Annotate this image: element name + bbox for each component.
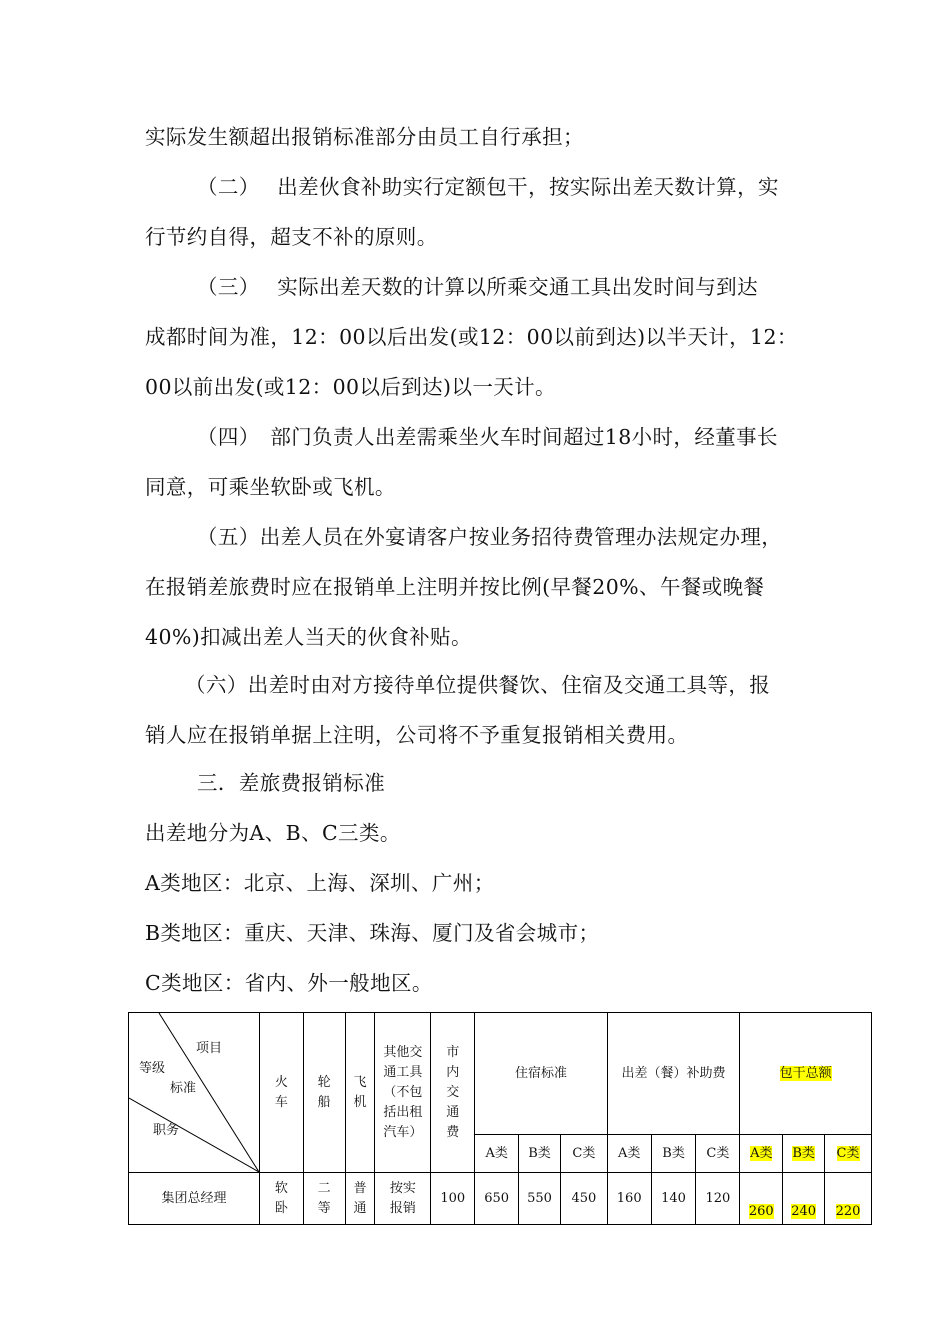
meal-c-header: C类 <box>696 1135 740 1173</box>
other-transport-header: 其他交通工具（不包括出租汽车） <box>375 1013 431 1173</box>
text-line: 40%)扣减出差人当天的伙食补贴。 <box>145 625 472 649</box>
meal-a-header: A类 <box>607 1135 651 1173</box>
ship-cell: 二等 <box>303 1173 345 1225</box>
diagonal-header-cell <box>129 1013 260 1173</box>
table-row <box>129 1173 872 1225</box>
text-line: （五）出差人员在外宴请客户按业务招待费管理办法规定办理， <box>197 525 783 549</box>
text-line: 销人应在报销单据上注明，公司将不予重复报销相关费用。 <box>145 723 689 747</box>
lodging-c-header: C类 <box>560 1135 607 1173</box>
text-line: （四） 部门负责人出差需乘坐火车时间超过18小时，经董事长 <box>197 425 778 449</box>
text-line: （二） 出差伙食补助实行定额包干，按实际出差天数计算，实 <box>197 175 779 199</box>
text-line: 成都时间为准，12：00以后出发(或12：00以前到达)以半天计，12： <box>145 325 798 349</box>
text-line: （三） 实际出差天数的计算以所乘交通工具出发时间与到达 <box>197 275 758 299</box>
city-cell: 100 <box>431 1173 475 1225</box>
total-a-header: A类 <box>740 1135 783 1173</box>
lodging-b-header: B类 <box>519 1135 561 1173</box>
lodging-a-cell: 650 <box>475 1173 519 1225</box>
text-line: 同意，可乘坐软卧或飞机。 <box>145 475 396 499</box>
corner-item-label: 项目 <box>196 1041 223 1056</box>
lodging-header: 住宿标准 <box>475 1013 608 1135</box>
plane-cell: 普通 <box>345 1173 375 1225</box>
total-a-cell: 260 <box>740 1173 783 1225</box>
text-line: 行节约自得，超支不补的原则。 <box>145 225 438 249</box>
travel-standard-table <box>128 1012 872 1225</box>
paragraph-5 <box>145 512 815 662</box>
meal-c-cell: 120 <box>696 1173 740 1225</box>
paragraph-2 <box>145 162 815 262</box>
corner-standard-label: 标准 <box>170 1081 197 1096</box>
section-heading-text: 三．差旅费报销标准 <box>197 771 386 795</box>
total-c-cell: 220 <box>825 1173 872 1225</box>
text-line: （六）出差时由对方接待单位提供餐饮、住宿及交通工具等，报 <box>185 673 771 697</box>
paragraph-3 <box>145 262 815 412</box>
total-b-header: B类 <box>783 1135 825 1173</box>
paragraph-1 <box>145 112 815 162</box>
other-cell: 按实报销 <box>375 1173 431 1225</box>
region-intro: 出差地分为A、B、C三类。 <box>145 821 401 845</box>
meal-b-header: B类 <box>651 1135 696 1173</box>
paragraph-4 <box>145 412 815 512</box>
total-b-cell: 240 <box>783 1173 825 1225</box>
region-list <box>145 808 815 1008</box>
paragraph-6 <box>145 660 815 760</box>
region-b: B类地区：重庆、天津、珠海、厦门及省会城市； <box>145 921 600 945</box>
city-transport-header: 市内交通费 <box>431 1013 475 1173</box>
total-header: 包干总额 <box>740 1013 872 1135</box>
plane-header: 飞机 <box>345 1013 375 1173</box>
text-line: 在报销差旅费时应在报销单上注明并按比例(早餐20%、午餐或晚餐 <box>145 575 765 599</box>
text-line: 实际发生额超出报销标准部分由员工自行承担； <box>145 125 584 149</box>
text-line: 00以前出发(或12：00以后到达)以一天计。 <box>145 375 556 399</box>
region-c: C类地区：省内、外一般地区。 <box>145 971 433 995</box>
meal-a-cell: 160 <box>607 1173 651 1225</box>
lodging-c-cell: 450 <box>560 1173 607 1225</box>
position-cell: 集团总经理 <box>129 1173 260 1225</box>
meal-header: 出差（餐）补助费 <box>607 1013 740 1135</box>
train-header: 火车 <box>260 1013 304 1173</box>
section-heading <box>145 758 815 808</box>
corner-position-label: 职务 <box>153 1123 180 1138</box>
region-a: A类地区：北京、上海、深圳、广州； <box>145 871 495 895</box>
total-c-header: C类 <box>825 1135 872 1173</box>
corner-grade-label: 等级 <box>139 1061 166 1076</box>
ship-header: 轮船 <box>303 1013 345 1173</box>
meal-b-cell: 140 <box>651 1173 696 1225</box>
lodging-b-cell: 550 <box>519 1173 561 1225</box>
train-cell: 软卧 <box>260 1173 304 1225</box>
lodging-a-header: A类 <box>475 1135 519 1173</box>
